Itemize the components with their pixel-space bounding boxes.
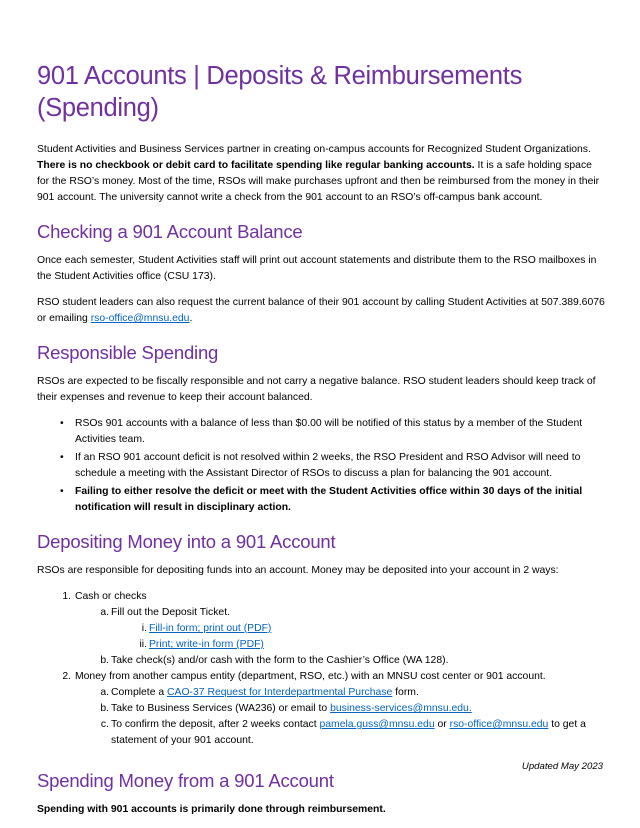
cao-37-form-link[interactable]: CAO-37 Request for Interdepartmental Purchase (167, 687, 393, 698)
list-item-text: To confirm the deposit, after 2 weeks contact (111, 719, 320, 730)
pamela-guss-email-link[interactable]: pamela.guss@mnsu.edu (319, 719, 435, 730)
list-item-text: Money from another campus entity (department, RSO, etc.) with an MNSU cost center or 901 account. (75, 671, 546, 682)
bullet-text: RSOs 901 accounts with a balance of less than $0.00 will be notified of this status by a member of the Student Activities team. (75, 418, 583, 445)
checking-paragraph-1: Once each semester, Student Activities staff will print out account statements and distribute them to the RSO mailboxes in the Student Activities office (CSU 173). (37, 255, 597, 282)
depositing-section (37, 530, 605, 749)
checking-paragraph-2 (37, 295, 605, 327)
list-marker: i. (141, 623, 147, 634)
bullet-icon: • (60, 486, 64, 497)
list-item (37, 605, 605, 621)
list-item-text: Complete a (111, 687, 168, 698)
depositing-paragraph: RSOs are responsible for depositing funds into an account. Money may be deposited into your account in 2 ways: (37, 565, 559, 576)
responsible-heading: Responsible Spending (37, 342, 219, 363)
list-marker: b. (100, 655, 109, 666)
rso-office-email-link-2[interactable]: rso-office@mnsu.edu (449, 719, 549, 730)
list-item (37, 637, 605, 653)
list-marker: b. (100, 703, 109, 714)
list-item-text: Cash or checks (75, 591, 147, 602)
spending-heading: Spending Money from a 901 Account (37, 770, 334, 791)
list-marker: 2. (62, 671, 71, 682)
list-item (37, 621, 605, 637)
list-marker: a. (100, 607, 109, 618)
list-item (60, 416, 605, 448)
spending-section (37, 769, 605, 818)
updated-date: Updated May 2023 (521, 761, 603, 772)
list-marker: 1. (62, 591, 71, 602)
responsible-bullet-list (37, 416, 605, 516)
list-item-text: Fill out the Deposit Ticket. (111, 607, 230, 618)
intro-text-2: It is a safe holding space for the RSO’s money. Most of the time, RSOs will make purchases upfront and then be reimbursed from the money in their 901 account. The university cannot write a check from the 901 account to an RSO’s off-campus bank account. (37, 160, 600, 203)
list-item-text: to get a statement of your 901 account. (111, 719, 586, 746)
intro-text: Student Activities and Business Services partner in creating on-campus accounts for Recognized Student Organizations. (37, 144, 591, 155)
spending-paragraph (37, 802, 605, 818)
page-title: 901 Accounts | Deposits & Reimbursements (Spending) (37, 62, 523, 122)
list-item (60, 484, 605, 516)
checking-p2-end: . (189, 313, 193, 324)
deposit-steps-list (37, 589, 605, 749)
fill-in-form-link[interactable]: Fill-in form; print out (PDF) (149, 623, 272, 634)
list-item-text: form. (392, 687, 419, 698)
rso-office-email-link[interactable]: rso-office@mnsu.edu (90, 313, 190, 324)
list-item (37, 685, 605, 701)
checking-section (37, 220, 605, 327)
list-item-text: or (434, 719, 450, 730)
responsible-section (37, 341, 605, 516)
bullet-text-bold: Failing to either resolve the deficit or meet with the Student Activities office within 30 days of the initial notification will result in disciplinary action. (75, 486, 583, 513)
responsible-paragraph: RSOs are expected to be fiscally responsible and not carry a negative balance. RSO student leaders should keep track of their expenses and revenue to keep their account balanced. (37, 376, 596, 403)
checking-heading: Checking a 901 Account Balance (37, 221, 303, 242)
list-item (37, 701, 605, 717)
depositing-heading: Depositing Money into a 901 Account (37, 531, 336, 552)
list-item-text: Take to Business Services (WA236) or email to (111, 703, 331, 714)
list-marker: ii. (139, 639, 147, 650)
list-item (60, 450, 605, 482)
bullet-icon: • (60, 418, 64, 429)
business-services-email-link[interactable]: business-services@mnsu.edu. (330, 703, 472, 714)
spending-bold-text: Spending with 901 accounts is primarily done through reimbursement. (37, 804, 386, 815)
document-page (37, 60, 605, 828)
intro-bold-text: There is no checkbook or debit card to facilitate spending like regular banking accounts. (37, 160, 475, 171)
list-item (37, 669, 605, 685)
list-item (37, 589, 605, 605)
bullet-icon: • (60, 452, 64, 463)
bullet-text: If an RSO 901 account deficit is not resolved within 2 weeks, the RSO President and RSO Advisor will need to schedule a meeting with the Assistant Director of RSOs to discuss a plan for balancing the 901 account. (75, 452, 581, 479)
checking-p2-text: RSO student leaders can also request the current balance of their 901 account by calling Student Activities at 507.389.6076 or emailing (37, 297, 605, 324)
list-item-text: Take check(s) and/or cash with the form to the Cashier’s Office (WA 128). (111, 655, 449, 666)
list-marker: c. (100, 719, 109, 730)
intro-paragraph (37, 142, 605, 206)
list-item (37, 717, 605, 749)
list-marker: a. (100, 687, 109, 698)
write-in-form-link[interactable]: Print; write-in form (PDF) (149, 639, 264, 650)
list-item (37, 653, 605, 669)
